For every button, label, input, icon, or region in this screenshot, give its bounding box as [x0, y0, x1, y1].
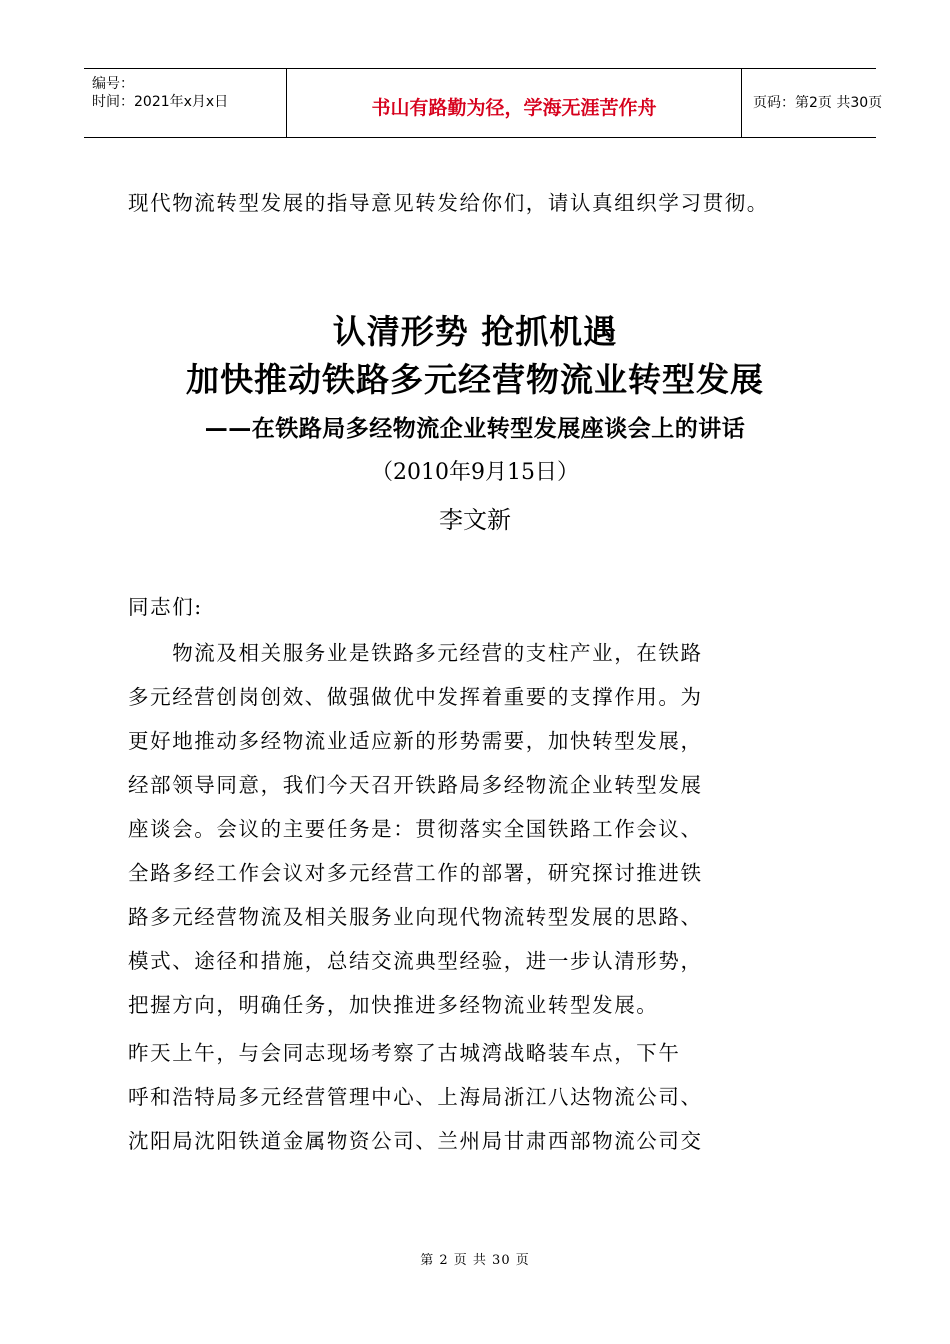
paragraph-line: 沈阳局沈阳铁道金属物资公司、兰州局甘肃西部物流公司交 — [128, 1129, 703, 1153]
document-number-label: 编号： — [92, 76, 134, 92]
intro-line: 现代物流转型发展的指导意见转发给你们，请认真组织学习贯彻。 — [128, 191, 769, 215]
paragraph-line: 呼和浩特局多元经营管理中心、上海局浙江八达物流公司、 — [128, 1085, 703, 1109]
paragraph-line: 路多元经营物流及相关服务业向现代物流转型发展的思路、 — [128, 905, 703, 929]
header-motto-cell — [286, 69, 742, 137]
paragraph-line: 昨天上午，与会同志现场考察了古城湾战略装车点，下午 — [128, 1041, 681, 1065]
document-time-label: 时间：2021年x月x日 — [92, 94, 229, 110]
paragraph-line: 模式、途径和措施，总结交流典型经验，进一步认清形势， — [128, 949, 703, 973]
header-motto: 书山有路勤为径，学海无涯苦作舟 — [371, 97, 657, 119]
title-line-2: 加快推动铁路多元经营物流业转型发展 — [186, 360, 764, 399]
paragraph-line: 经部领导同意，我们今天召开铁路局多经物流企业转型发展 — [128, 773, 703, 797]
paragraph-line: 物流及相关服务业是铁路多元经营的支柱产业，在铁路 — [128, 641, 703, 665]
speech-subtitle: ——在铁路局多经物流企业转型发展座谈会上的讲话 — [204, 416, 746, 442]
paragraph-line: 全路多经工作会议对多元经营工作的部署，研究探讨推进铁 — [128, 861, 703, 885]
page-footer: 第 2 页 共 30 页 — [420, 1253, 530, 1268]
paragraph-line: 更好地推动多经物流业适应新的形势需要，加快转型发展， — [128, 729, 703, 753]
speech-author: 李文新 — [439, 506, 511, 534]
header-meta-cell — [84, 69, 286, 137]
title-line-1: 认清形势 抢抓机遇 — [332, 312, 618, 351]
document-header — [84, 68, 883, 138]
speech-date: （2010年9月15日） — [371, 460, 579, 485]
paragraph-line: 多元经营创岗创效、做强做优中发挥着重要的支撑作用。为 — [128, 685, 703, 709]
header-page-label: 页码：第2页 共30页 — [753, 95, 883, 111]
header-page-cell — [741, 69, 883, 137]
paragraph-line: 座谈会。会议的主要任务是：贯彻落实全国铁路工作会议、 — [128, 817, 703, 841]
salutation: 同志们: — [128, 595, 203, 619]
paragraph-line: 把握方向，明确任务，加快推进多经物流业转型发展。 — [128, 993, 659, 1017]
